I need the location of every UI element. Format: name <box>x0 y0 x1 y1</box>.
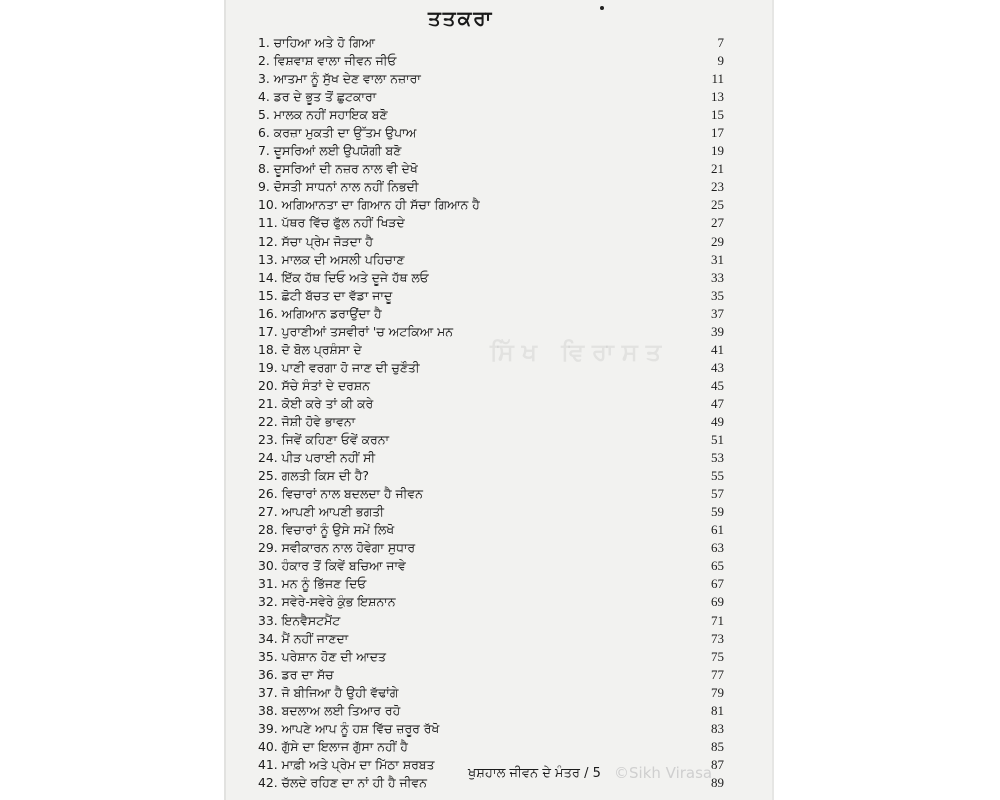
toc-entry-title: 21. ਕੋਈ ਕਰੇ ਤਾਂ ਕੀ ਕਰੇ <box>258 395 374 411</box>
toc-entry-page-number: 39 <box>711 323 724 339</box>
toc-entry-page-number: 85 <box>711 738 724 754</box>
toc-entry <box>258 485 724 503</box>
toc-entry <box>258 359 724 377</box>
toc-entry-page-number: 13 <box>711 89 724 105</box>
toc-entry-page-number: 19 <box>711 143 724 159</box>
toc-entry-page-number: 89 <box>711 774 724 790</box>
toc-entry-title: 5. ਮਾਲਕ ਨਹੀਂ ਸਹਾਇਕ ਬਣੋ <box>258 107 388 123</box>
toc-entry <box>258 666 724 684</box>
toc-entry <box>258 233 724 251</box>
toc-entry-title: 22. ਜੋਸ਼ੀ ਹੋਵੇ ਭਾਵਨਾ <box>258 413 356 429</box>
toc-entry-page-number: 75 <box>711 648 724 664</box>
toc-entry-page-number: 37 <box>711 305 724 321</box>
toc-entry-title: 42. ਚੱਲਦੇ ਰਹਿਣ ਦਾ ਨਾਂ ਹੀ ਹੈ ਜੀਵਨ <box>258 774 427 790</box>
toc-entry-page-number: 43 <box>711 359 724 375</box>
toc-entry <box>258 467 724 485</box>
toc-entry-page-number: 73 <box>711 630 724 646</box>
toc-entry <box>258 395 724 413</box>
toc-entry <box>258 52 724 70</box>
ink-dot <box>600 6 604 10</box>
toc-entry-page-number: 41 <box>711 341 724 357</box>
toc-entry-title: 11. ਪੱਥਰ ਵਿੱਚ ਫੁੱਲ ਨਹੀਂ ਖਿੜਦੇ <box>258 215 405 231</box>
toc-entry <box>258 684 724 702</box>
toc-entry-page-number: 53 <box>711 450 724 466</box>
toc-entry-page-number: 71 <box>711 612 724 628</box>
toc-entry-title: 36. ਡਰ ਦਾ ਸੱਚ <box>258 666 334 682</box>
toc-entry-title: 9. ਦੋਸਤੀ ਸਾਧਨਾਂ ਨਾਲ ਨਹੀਂ ਨਿਭਦੀ <box>258 179 419 195</box>
toc-entry-page-number: 17 <box>711 125 724 141</box>
toc-entry-page-number: 55 <box>711 468 724 484</box>
toc-entry-title: 19. ਪਾਣੀ ਵਰਗਾ ਹੋ ਜਾਣ ਦੀ ਚੁਣੌਤੀ <box>258 359 420 375</box>
toc-entry-page-number: 87 <box>711 756 724 772</box>
toc-entry <box>258 377 724 395</box>
toc-entry <box>258 305 724 323</box>
toc-entry <box>258 557 724 575</box>
toc-entry <box>258 124 724 142</box>
toc-entry-page-number: 23 <box>711 179 724 195</box>
toc-entry-page-number: 79 <box>711 684 724 700</box>
toc-entry <box>258 70 724 88</box>
toc-entry <box>258 287 724 305</box>
toc-entry-page-number: 61 <box>711 522 724 538</box>
toc-entry <box>258 738 724 756</box>
toc-entry-title: 26. ਵਿਚਾਰਾਂ ਨਾਲ ਬਦਲਦਾ ਹੈ ਜੀਵਨ <box>258 486 423 502</box>
toc-entry-title: 14. ਇੱਕ ਹੱਥ ਦਿਓ ਅਤੇ ਦੂਜੇ ਹੱਥ ਲਓ <box>258 269 429 285</box>
toc-entry-title: 37. ਜੋ ਬੀਜਿਆ ਹੈ ਉਹੀ ਵੱਢਾਂਗੇ <box>258 684 399 700</box>
toc-entry-title: 4. ਡਰ ਦੇ ਭੂਤ ਤੋਂ ਛੁਟਕਾਰਾ <box>258 89 377 105</box>
toc-entry-title: 2. ਵਿਸ਼ਵਾਸ਼ ਵਾਲਾ ਜੀਵਨ ਜੀਓ <box>258 53 397 69</box>
toc-entry-page-number: 33 <box>711 269 724 285</box>
toc-entry-title: 20. ਸੱਚੇ ਸੰਤਾਂ ਦੇ ਦਰਸ਼ਨ <box>258 377 370 393</box>
table-of-contents <box>258 34 724 792</box>
toc-entry-title: 15. ਛੋਟੀ ਬੱਚਤ ਦਾ ਵੱਡਾ ਜਾਦੂ <box>258 287 393 303</box>
toc-entry-title: 10. ਅਗਿਆਨਤਾ ਦਾ ਗਿਆਨ ਹੀ ਸੱਚਾ ਗਿਆਨ ਹੈ <box>258 197 480 213</box>
toc-entry <box>258 503 724 521</box>
toc-entry <box>258 720 724 738</box>
toc-entry-title: 12. ਸੱਚਾ ਪ੍ਰੇਮ ਜੋੜਦਾ ਹੈ <box>258 233 373 249</box>
toc-entry-page-number: 57 <box>711 486 724 502</box>
toc-entry <box>258 449 724 467</box>
toc-entry <box>258 539 724 557</box>
toc-entry <box>258 630 724 648</box>
toc-entry-title: 16. ਅਗਿਆਨ ਡਰਾਉਂਦਾ ਹੈ <box>258 305 382 321</box>
toc-entry-title: 3. ਆਤਮਾ ਨੂੰ ਸੁੱਖ ਦੇਣ ਵਾਲਾ ਨਜ਼ਾਰਾ <box>258 71 421 87</box>
toc-entry-title: 8. ਦੂਸਰਿਆਂ ਦੀ ਨਜ਼ਰ ਨਾਲ ਵੀ ਦੇਖੋ <box>258 161 418 177</box>
toc-entry-page-number: 29 <box>711 233 724 249</box>
toc-entry-page-number: 7 <box>717 35 724 50</box>
toc-entry-page-number: 25 <box>711 197 724 213</box>
toc-entry-title: 39. ਆਪਣੇ ਆਪ ਨੂੰ ਹਸ਼ ਵਿੱਚ ਜ਼ਰੂਰ ਰੱਖੋ <box>258 720 440 736</box>
toc-entry-page-number: 45 <box>711 377 724 393</box>
toc-entry <box>258 106 724 124</box>
toc-entry-title: 32. ਸਵੇਰੇ-ਸਵੇਰੇ ਕੁੰਭ ਇਸ਼ਨਾਨ <box>258 594 396 610</box>
toc-entry-title: 30. ਹੰਕਾਰ ਤੋਂ ਕਿਵੇਂ ਬਚਿਆ ਜਾਵੇ <box>258 558 406 574</box>
toc-entry-title: 23. ਜਿਵੇਂ ਕਹਿਣਾ ਓਵੇਂ ਕਰਨਾ <box>258 432 390 448</box>
toc-entry <box>258 521 724 539</box>
toc-entry <box>258 196 724 214</box>
toc-entry-title: 29. ਸਵੀਕਾਰਨ ਨਾਲ ਹੋਵੇਗਾ ਸੁਧਾਰ <box>258 540 416 556</box>
toc-entry-title: 40. ਗੁੱਸੇ ਦਾ ਇਲਾਜ ਗੁੱਸਾ ਨਹੀਂ ਹੈ <box>258 738 408 754</box>
toc-entry <box>258 88 724 106</box>
toc-entry-title: 33. ਇਨਵੈਸਟਮੈਂਟ <box>258 612 341 628</box>
toc-entry <box>258 214 724 232</box>
toc-entry-page-number: 51 <box>711 432 724 448</box>
toc-entry-page-number: 49 <box>711 413 724 429</box>
toc-entry-page-number: 21 <box>711 161 724 177</box>
toc-entry-page-number: 83 <box>711 720 724 736</box>
toc-entry-title: 31. ਮਨ ਨੂੰ ਭਿੱਜਣ ਦਿਓ <box>258 576 367 592</box>
toc-entry <box>258 251 724 269</box>
toc-entry-title: 34. ਮੈਂ ਨਹੀਂ ਜਾਣਦਾ <box>258 630 349 646</box>
toc-entry <box>258 323 724 341</box>
toc-entry-page-number: 11 <box>711 71 724 87</box>
toc-entry-page-number: 9 <box>717 53 724 69</box>
toc-entry <box>258 341 724 359</box>
toc-entry-title: 7. ਦੂਸਰਿਆਂ ਲਈ ਉਪਯੋਗੀ ਬਣੋ <box>258 143 402 159</box>
toc-entry-title: 13. ਮਾਲਕ ਦੀ ਅਸਲੀ ਪਹਿਚਾਣ <box>258 251 405 267</box>
toc-entry-page-number: 35 <box>711 287 724 303</box>
toc-entry <box>258 612 724 630</box>
toc-entry-title: 41. ਮਾਫ਼ੀ ਅਤੇ ਪ੍ਰੇਮ ਦਾ ਮਿੱਠਾ ਸ਼ਰਬਤ <box>258 756 435 772</box>
toc-entry <box>258 431 724 449</box>
toc-entry <box>258 160 724 178</box>
toc-entry-title: 6. ਕਰਜ਼ਾ ਮੁਕਤੀ ਦਾ ਉੱਤਮ ਉਪਾਅ <box>258 125 417 141</box>
toc-entry-title: 38. ਬਦਲਾਅ ਲਈ ਤਿਆਰ ਰਹੋ <box>258 702 401 718</box>
toc-entry-page-number: 63 <box>711 540 724 556</box>
toc-entry-page-number: 31 <box>711 251 724 267</box>
toc-entry <box>258 34 724 52</box>
toc-entry <box>258 269 724 287</box>
toc-entry-title: 25. ਗਲਤੀ ਕਿਸ ਦੀ ਹੈ? <box>258 468 369 484</box>
toc-entry-page-number: 65 <box>711 558 724 574</box>
toc-entry <box>258 575 724 593</box>
toc-entry-page-number: 27 <box>711 215 724 231</box>
toc-entry <box>258 702 724 720</box>
toc-entry-title: 17. ਪੁਰਾਣੀਆਂ ਤਸਵੀਰਾਂ 'ਚ ਅਟਕਿਆ ਮਨ <box>258 323 453 339</box>
toc-entry-page-number: 15 <box>711 107 724 123</box>
toc-entry <box>258 413 724 431</box>
toc-entry-title: 24. ਪੀੜ ਪਰਾਈ ਨਹੀਂ ਸੀ <box>258 450 376 466</box>
toc-entry <box>258 142 724 160</box>
toc-entry <box>258 648 724 666</box>
page-footer: ਖੁਸ਼ਹਾਲ ਜੀਵਨ ਦੇ ਮੰਤਰ / 5 <box>468 766 601 781</box>
toc-entry-page-number: 67 <box>711 576 724 592</box>
copyright-watermark: ©Sikh Virasa <box>614 764 713 782</box>
toc-entry-title: 1. ਚਾਹਿਆ ਅਤੇ ਹੋ ਗਿਆ <box>258 35 375 50</box>
watermark-text: ਸਿੱਖ ਵਿਰਾਸਤ <box>490 338 670 366</box>
page-title: ਤਤਕਰਾ <box>428 6 494 30</box>
toc-entry <box>258 593 724 611</box>
toc-entry-title: 28. ਵਿਚਾਰਾਂ ਨੂੰ ਉਸੇ ਸਮੇਂ ਲਿਖੋ <box>258 522 395 538</box>
toc-entry <box>258 178 724 196</box>
toc-entry-title: 27. ਆਪਣੀ ਆਪਣੀ ਭਗਤੀ <box>258 504 384 520</box>
toc-entry-page-number: 81 <box>711 702 724 718</box>
toc-entry-page-number: 59 <box>711 504 724 520</box>
toc-entry-page-number: 69 <box>711 594 724 610</box>
toc-entry-title: 35. ਪਰੇਸ਼ਾਨ ਹੋਣ ਦੀ ਆਦਤ <box>258 648 386 664</box>
toc-entry-page-number: 47 <box>711 395 724 411</box>
toc-entry-page-number: 77 <box>711 666 724 682</box>
toc-entry-title: 18. ਦੋ ਬੋਲ ਪ੍ਰਸ਼ੰਸਾ ਦੇ <box>258 341 362 357</box>
